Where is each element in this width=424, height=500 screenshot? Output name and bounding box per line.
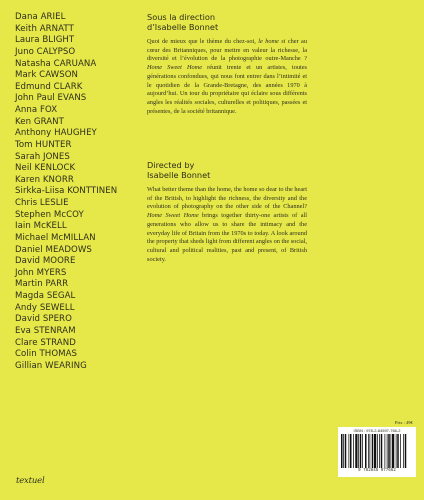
artist-name: Natasha CARUANA (15, 58, 97, 69)
barcode-panel (338, 427, 416, 477)
artist-list (15, 12, 117, 372)
artist-name: Anna FOX (15, 105, 58, 115)
barcode-number: 9 782845 977662 (358, 469, 396, 473)
artist-name: Daniel MEADOWS (15, 244, 92, 255)
publisher-logo: textuel (16, 476, 45, 486)
english-section (147, 160, 307, 264)
artist-name: Michael McMILLAN (15, 232, 96, 243)
french-section (147, 12, 307, 116)
english-heading-line-2: Isabelle Bonnet (147, 170, 211, 180)
artist-name: Ken GRANT (15, 116, 64, 127)
artist-name: Sarah JONES (15, 151, 70, 162)
artist-name: Dana ARIEL (15, 12, 66, 22)
artist-name: Sirkka-Liisa KONTTINEN (15, 186, 118, 197)
artist-name: David MOORE (15, 256, 76, 267)
artist-name: Colin THOMAS (15, 349, 78, 360)
artist-name: John Paul EVANS (15, 93, 87, 104)
artist-name: Martin PARR (15, 279, 69, 290)
french-heading-line-2: d’Isabelle Bonnet (147, 22, 219, 32)
artist-name: Anthony HAUGHEY (15, 128, 97, 139)
artist-name: Mark CAWSON (15, 70, 79, 81)
isbn-label: ISBN : 978-2-84597-766-2 (353, 428, 401, 433)
artist-name: Chris LESLIE (15, 198, 69, 208)
artist-name: Magda SEGAL (15, 291, 76, 301)
artist-name: John MYERS (15, 267, 67, 278)
french-description: Quoi de mieux que le thème du chez-soi, le home si cher au cœur des Britanniques, pour mettre en valeur la richesse, la diversité et l’évolution de la photographie outre-Manche ? Home Sweet Home réunit trente et un artistes, toutes générations confondues, qui nous font entrer dans l’intimité et le quotidien de la Grande-Bretagne, des années 1970 à aujourd’hui. Un tour du propriétaire qui éclaire sous différents angles les réalités sociales, culturelles et politiques, passées et présentes, de la société britannique. (147, 38, 307, 115)
price-label: Prix : 49€ (395, 420, 413, 425)
artist-name: Clare STRAND (15, 337, 76, 348)
artist-name: Tom HUNTER (15, 139, 72, 150)
barcode-icon (341, 434, 413, 468)
artist-name: Andy SEWELL (15, 302, 75, 313)
artist-name: Stephen McCOY (15, 209, 84, 220)
artist-name: Laura BLIGHT (15, 35, 75, 46)
artist-name: Juno CALYPSO (15, 46, 76, 57)
english-heading-line-1: Directed by (147, 160, 195, 170)
french-heading-line-1: Sous la direction (147, 12, 216, 22)
artist-name: Edmund CLARK (15, 81, 83, 92)
artist-name: Neil KENLOCK (15, 163, 76, 174)
artist-name: Iain McKELL (15, 221, 67, 232)
artist-name: Karen KNORR (15, 174, 74, 185)
artist-name: Keith ARNATT (15, 23, 74, 34)
artist-name: Eva STENRAM (15, 325, 76, 336)
artist-name: Gillian WEARING (15, 360, 87, 371)
english-description: What better theme than the home, the home so dear to the heart of the British, to highlight the richness, the diversity and the evolution of photography on the other side of the Channel? Home Sweet Home brings together thirty-one artists of all generations who allow us to share the intimacy and the everyday life of Britain from the 1970s to today. A look around the property that sheds light from different angles on the social, cultural and political realities, past and present, of British society. (147, 186, 307, 263)
artist-name: David SPERO (15, 314, 72, 325)
